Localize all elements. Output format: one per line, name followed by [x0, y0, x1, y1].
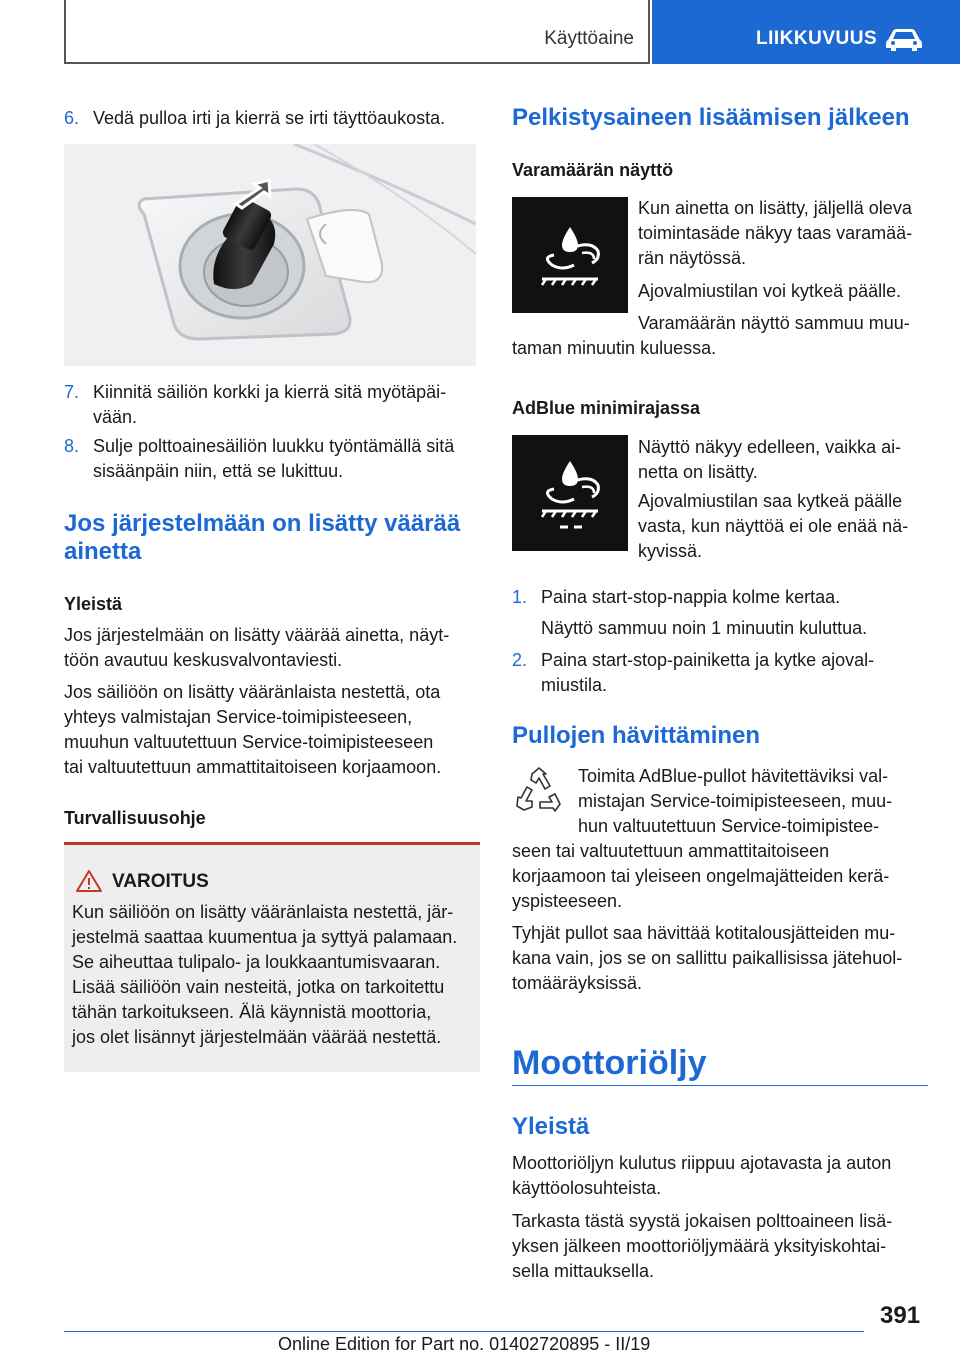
min-text-line-1: Näyttö näkyy edelleen, vaikka ai- — [638, 437, 902, 457]
oil-text2-line-1: Tarkasta tästä syystä jokaisen polttoaineen lisä- — [512, 1211, 893, 1231]
disposal-line-3: hun valtuutettuun Service-toimipistee- — [578, 816, 880, 836]
para2-line-1: Jos säiliöön on lisätty vääränlaista nestettä, ota — [64, 682, 441, 702]
oil-general-heading: Yleistä — [512, 1113, 590, 1140]
range-display-label: Varamäärän näyttö — [512, 160, 674, 180]
min-text-line-4: vasta, kun näyttöä ei ole enää nä- — [638, 516, 909, 536]
warning-line-3: Se aiheuttaa tulipalo- ja loukkaantumisvaaran. — [72, 952, 441, 972]
range-text-line-1: Kun ainetta on lisätty, jäljellä oleva — [638, 198, 912, 218]
wrong-fluid-heading-line-1: Jos järjestelmään on lisätty väärää — [64, 510, 461, 537]
step-1-text: Paina start-stop-nappia kolme kertaa. — [541, 587, 841, 607]
step-7-line-2: vään. — [93, 407, 138, 427]
disposal-heading: Pullojen hävittäminen — [512, 722, 761, 749]
disposal2-line-2: kana vain, jos se on sallittu paikallisissa jätehuol- — [512, 948, 903, 968]
step-6-number: 6. — [64, 108, 80, 128]
section-tab[interactable] — [652, 0, 960, 64]
min-text-line-3: Ajovalmiustilan saa kytkeä päälle — [638, 491, 903, 511]
edition-footer: Online Edition for Part no. 01402720895 - II/19 — [278, 1334, 651, 1354]
chapter-title: Käyttöaine — [544, 28, 634, 49]
step-1-number: 1. — [512, 587, 528, 607]
range-text-line-6: taman minuutin kuluessa. — [512, 338, 717, 358]
para1-line-1: Jos järjestelmään on lisätty väärää ainetta, näyt- — [64, 625, 450, 645]
step-1-sub: Näyttö sammuu noin 1 minuutin kuluttua. — [541, 618, 868, 638]
para2-line-3: muuhun valtuutettuun Service-toimipisteeseen — [64, 732, 434, 752]
min-text-line-2: netta on lisätty. — [638, 462, 758, 482]
disposal-line-5: korjaamoon tai yleiseen ongelmajätteiden kerä- — [512, 866, 890, 886]
oil-text1-line-1: Moottoriöljyn kulutus riippuu ajotavasta ja auton — [512, 1153, 892, 1173]
car-icon — [884, 26, 924, 52]
warning-line-2: jestelmä saattaa kuumentua ja syttyä palamaan. — [72, 927, 458, 947]
warning-triangle-icon — [76, 869, 102, 893]
disposal2-line-3: tomääräyksissä. — [512, 973, 643, 993]
warning-line-1: Kun säiliöön on lisätty vääränlaista nestettä, jär- — [72, 902, 454, 922]
disposal-line-6: yspisteeseen. — [512, 891, 623, 911]
disposal2-line-1: Tyhjät pullot saa hävittää kotitalousjätteiden mu- — [512, 923, 896, 943]
warning-text — [72, 900, 476, 1050]
range-text-line-4: Ajovalmiustilan voi kytkeä päälle. — [638, 281, 902, 301]
range-text-line-3: rän näytössä. — [638, 248, 747, 268]
adblue-range-icon — [512, 197, 628, 313]
filler-neck-illustration — [64, 144, 476, 366]
disposal-line-1: Toimita AdBlue-pullot hävitettäviksi val- — [578, 766, 889, 786]
step-7-number: 7. — [64, 382, 80, 402]
engine-oil-heading: Moottoriöljy — [512, 1044, 707, 1082]
min-text-line-5: kyvissä. — [638, 541, 703, 561]
disposal-line-2: mistajan Service-toimipisteeseen, muu- — [578, 791, 893, 811]
warning-line-4: Lisää säiliöön vain nesteitä, jotka on tarkoitettu — [72, 977, 445, 997]
step-8-line-1: Sulje polttoainesäiliön luukku työntämällä sitä — [93, 436, 455, 456]
safety-label: Turvallisuusohje — [64, 808, 206, 828]
after-adding-heading: Pelkistysaineen lisäämisen jälkeen — [512, 104, 910, 131]
recycle-icon — [514, 766, 564, 816]
para1-line-2: töön avautuu keskusvalvontaviesti. — [64, 650, 343, 670]
range-display-image — [512, 197, 628, 313]
step-7-line-1: Kiinnitä säiliön korkki ja kierrä sitä myötäpäi- — [93, 382, 447, 402]
fuel-filler-photo — [64, 144, 476, 366]
step-2-number: 2. — [512, 650, 528, 670]
warning-box — [64, 842, 480, 1072]
step-2-line-2: miustila. — [541, 675, 608, 695]
general-label: Yleistä — [64, 594, 123, 614]
oil-text2-line-2: yksen jälkeen moottoriöljymäärä yksityiskohtai- — [512, 1236, 887, 1256]
footer-rule — [64, 1331, 864, 1332]
warning-title: VAROITUS — [112, 871, 209, 892]
section-tab-label: LIIKKUVUUS — [756, 28, 878, 49]
oil-text1-line-2: käyttöolosuhteista. — [512, 1178, 662, 1198]
step-6-text: Vedä pulloa irti ja kierrä se irti täyttöaukosta. — [93, 108, 446, 128]
wrong-fluid-heading-line-2: ainetta — [64, 538, 142, 565]
adblue-min-icon — [512, 435, 628, 551]
warning-line-5: tähän tarkoitukseen. Älä käynnistä moottoria, — [72, 1002, 432, 1022]
oil-text2-line-3: sella mittauksella. — [512, 1261, 655, 1281]
min-level-display-image — [512, 435, 628, 551]
step-8-number: 8. — [64, 436, 80, 456]
range-text-line-2: toimintasäde näkyy taas varamää- — [638, 223, 913, 243]
range-text-line-5: Varamäärän näyttö sammuu muu- — [638, 313, 910, 333]
para2-line-4: tai valtuutettuun ammattitaitoiseen korjaamoon. — [64, 757, 442, 777]
para2-line-2: yhteys valmistajan Service-toimipisteeseen, — [64, 707, 413, 727]
disposal-line-4: seen tai valtuutettuun ammattitaitoiseen — [512, 841, 830, 861]
page-number: 391 — [880, 1302, 921, 1329]
step-2-line-1: Paina start-stop-painiketta ja kytke ajoval- — [541, 650, 875, 670]
min-level-label: AdBlue minimirajassa — [512, 398, 701, 418]
header-box — [64, 0, 650, 64]
heading-rule — [512, 1085, 928, 1086]
warning-line-6: jos olet lisännyt järjestelmään väärää nestettä. — [72, 1027, 442, 1047]
step-8-line-2: sisäänpäin niin, että se lukittuu. — [93, 461, 344, 481]
